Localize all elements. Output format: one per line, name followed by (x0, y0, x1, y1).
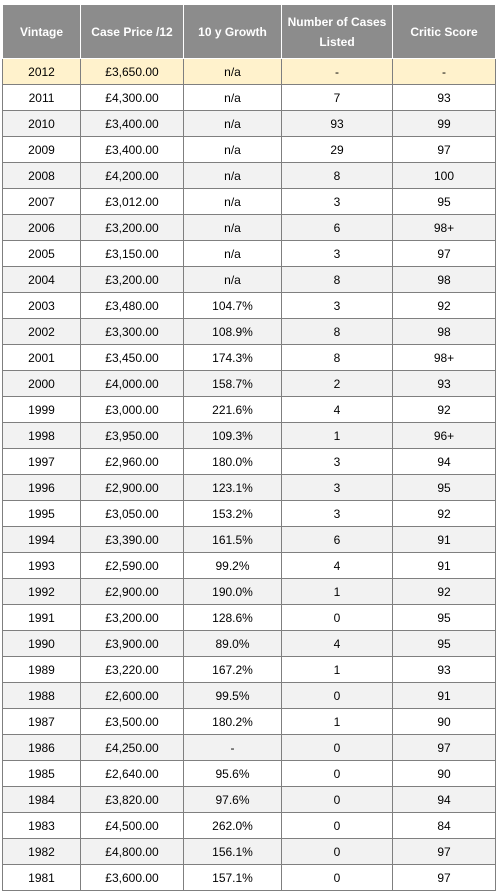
cell-cases-listed: 4 (282, 553, 393, 579)
cell-case-price: £3,200.00 (81, 215, 184, 241)
cell-critic-score: 94 (393, 787, 496, 813)
cell-case-price: £3,500.00 (81, 709, 184, 735)
cell-growth: 190.0% (184, 579, 282, 605)
cell-critic-score: 93 (393, 371, 496, 397)
cell-cases-listed: 3 (282, 189, 393, 215)
cell-critic-score: 97 (393, 839, 496, 865)
cell-case-price: £2,640.00 (81, 761, 184, 787)
cell-cases-listed: 4 (282, 397, 393, 423)
cell-case-price: £3,950.00 (81, 423, 184, 449)
table-row (3, 527, 496, 553)
cell-vintage: 2008 (3, 163, 81, 189)
cell-cases-listed: 1 (282, 657, 393, 683)
cell-critic-score: 95 (393, 605, 496, 631)
table-row (3, 111, 496, 137)
table-row (3, 631, 496, 657)
cell-critic-score: 95 (393, 189, 496, 215)
table-row (3, 215, 496, 241)
table-row (3, 397, 496, 423)
cell-vintage: 2009 (3, 137, 81, 163)
cell-vintage: 1982 (3, 839, 81, 865)
cell-cases-listed: 3 (282, 241, 393, 267)
table-row (3, 605, 496, 631)
cell-case-price: £3,300.00 (81, 319, 184, 345)
header-critic-score: Critic Score (393, 5, 496, 59)
cell-case-price: £4,500.00 (81, 813, 184, 839)
table-row (3, 709, 496, 735)
cell-critic-score: 92 (393, 397, 496, 423)
cell-case-price: £3,480.00 (81, 293, 184, 319)
cell-growth: n/a (184, 215, 282, 241)
table-row (3, 423, 496, 449)
cell-vintage: 1984 (3, 787, 81, 813)
cell-cases-listed: 8 (282, 267, 393, 293)
cell-growth: 156.1% (184, 839, 282, 865)
cell-cases-listed: 0 (282, 683, 393, 709)
cell-critic-score: 97 (393, 241, 496, 267)
table-row (3, 813, 496, 839)
cell-cases-listed: 6 (282, 527, 393, 553)
cell-cases-listed: 6 (282, 215, 393, 241)
cell-critic-score: 90 (393, 761, 496, 787)
cell-case-price: £4,250.00 (81, 735, 184, 761)
cell-growth: 89.0% (184, 631, 282, 657)
cell-growth: 153.2% (184, 501, 282, 527)
table-row (3, 163, 496, 189)
cell-case-price: £3,050.00 (81, 501, 184, 527)
cell-critic-score: 92 (393, 579, 496, 605)
table-row (3, 865, 496, 891)
cell-growth: 123.1% (184, 475, 282, 501)
cell-critic-score: 100 (393, 163, 496, 189)
table-row (3, 137, 496, 163)
cell-cases-listed: 3 (282, 501, 393, 527)
cell-growth: n/a (184, 137, 282, 163)
cell-cases-listed: 1 (282, 423, 393, 449)
cell-growth: 161.5% (184, 527, 282, 553)
cell-vintage: 1996 (3, 475, 81, 501)
cell-case-price: £4,800.00 (81, 839, 184, 865)
cell-cases-listed: 1 (282, 579, 393, 605)
cell-vintage: 2010 (3, 111, 81, 137)
cell-case-price: £3,450.00 (81, 345, 184, 371)
cell-case-price: £2,900.00 (81, 475, 184, 501)
cell-growth: 167.2% (184, 657, 282, 683)
cell-cases-listed: 8 (282, 345, 393, 371)
cell-cases-listed: 3 (282, 475, 393, 501)
cell-critic-score: 92 (393, 293, 496, 319)
cell-cases-listed: 3 (282, 293, 393, 319)
cell-vintage: 1981 (3, 865, 81, 891)
cell-vintage: 1992 (3, 579, 81, 605)
table-row (3, 657, 496, 683)
cell-cases-listed: 0 (282, 735, 393, 761)
cell-cases-listed: - (282, 59, 393, 85)
table-row (3, 189, 496, 215)
cell-growth: 180.0% (184, 449, 282, 475)
cell-growth: n/a (184, 189, 282, 215)
cell-growth: n/a (184, 241, 282, 267)
cell-critic-score: 93 (393, 657, 496, 683)
cell-case-price: £4,200.00 (81, 163, 184, 189)
cell-vintage: 1991 (3, 605, 81, 631)
table-row (3, 241, 496, 267)
cell-vintage: 1987 (3, 709, 81, 735)
cell-case-price: £3,390.00 (81, 527, 184, 553)
cell-vintage: 2002 (3, 319, 81, 345)
cell-growth: 108.9% (184, 319, 282, 345)
cell-cases-listed: 8 (282, 319, 393, 345)
cell-case-price: £3,150.00 (81, 241, 184, 267)
cell-growth: 221.6% (184, 397, 282, 423)
cell-growth: n/a (184, 85, 282, 111)
cell-cases-listed: 8 (282, 163, 393, 189)
header-growth: 10 y Growth (184, 5, 282, 59)
cell-growth: n/a (184, 111, 282, 137)
cell-cases-listed: 29 (282, 137, 393, 163)
cell-case-price: £2,600.00 (81, 683, 184, 709)
cell-critic-score: 97 (393, 137, 496, 163)
cell-case-price: £4,300.00 (81, 85, 184, 111)
cell-vintage: 1989 (3, 657, 81, 683)
cell-vintage: 2006 (3, 215, 81, 241)
cell-critic-score: - (393, 59, 496, 85)
cell-critic-score: 98 (393, 267, 496, 293)
cell-critic-score: 93 (393, 85, 496, 111)
cell-vintage: 1998 (3, 423, 81, 449)
cell-growth: 109.3% (184, 423, 282, 449)
cell-case-price: £3,650.00 (81, 59, 184, 85)
cell-vintage: 2012 (3, 59, 81, 85)
cell-vintage: 2007 (3, 189, 81, 215)
table-row (3, 449, 496, 475)
cell-growth: - (184, 735, 282, 761)
cell-vintage: 1986 (3, 735, 81, 761)
cell-vintage: 2005 (3, 241, 81, 267)
header-case-price: Case Price /12 (81, 5, 184, 59)
cell-growth: 104.7% (184, 293, 282, 319)
cell-critic-score: 91 (393, 553, 496, 579)
header-cases-listed: Number of Cases Listed (282, 5, 393, 59)
cell-cases-listed: 0 (282, 605, 393, 631)
cell-vintage: 2003 (3, 293, 81, 319)
cell-cases-listed: 1 (282, 709, 393, 735)
cell-critic-score: 90 (393, 709, 496, 735)
cell-case-price: £3,600.00 (81, 865, 184, 891)
cell-growth: 180.2% (184, 709, 282, 735)
cell-vintage: 2001 (3, 345, 81, 371)
cell-case-price: £3,200.00 (81, 267, 184, 293)
cell-vintage: 1999 (3, 397, 81, 423)
cell-critic-score: 98+ (393, 215, 496, 241)
cell-cases-listed: 3 (282, 449, 393, 475)
table-row (3, 501, 496, 527)
cell-cases-listed: 0 (282, 813, 393, 839)
cell-growth: n/a (184, 267, 282, 293)
cell-vintage: 2011 (3, 85, 81, 111)
table-row (3, 371, 496, 397)
cell-case-price: £3,000.00 (81, 397, 184, 423)
cell-case-price: £3,820.00 (81, 787, 184, 813)
cell-cases-listed: 7 (282, 85, 393, 111)
cell-cases-listed: 2 (282, 371, 393, 397)
cell-growth: 174.3% (184, 345, 282, 371)
cell-critic-score: 97 (393, 735, 496, 761)
table-row (3, 787, 496, 813)
cell-cases-listed: 0 (282, 787, 393, 813)
cell-critic-score: 95 (393, 631, 496, 657)
cell-case-price: £3,400.00 (81, 137, 184, 163)
cell-critic-score: 98+ (393, 345, 496, 371)
cell-vintage: 2004 (3, 267, 81, 293)
header-row (3, 5, 496, 59)
cell-growth: n/a (184, 59, 282, 85)
cell-case-price: £3,900.00 (81, 631, 184, 657)
table-row-highlighted (3, 59, 496, 85)
cell-case-price: £4,000.00 (81, 371, 184, 397)
cell-growth: 99.2% (184, 553, 282, 579)
cell-vintage: 1983 (3, 813, 81, 839)
cell-vintage: 2000 (3, 371, 81, 397)
cell-case-price: £3,012.00 (81, 189, 184, 215)
cell-case-price: £3,220.00 (81, 657, 184, 683)
cell-vintage: 1988 (3, 683, 81, 709)
table-row (3, 319, 496, 345)
cell-critic-score: 99 (393, 111, 496, 137)
cell-case-price: £2,590.00 (81, 553, 184, 579)
cell-critic-score: 94 (393, 449, 496, 475)
cell-growth: 158.7% (184, 371, 282, 397)
cell-critic-score: 98 (393, 319, 496, 345)
cell-critic-score: 92 (393, 501, 496, 527)
cell-case-price: £2,960.00 (81, 449, 184, 475)
cell-vintage: 1985 (3, 761, 81, 787)
cell-vintage: 1994 (3, 527, 81, 553)
table-row (3, 683, 496, 709)
vintage-price-table (2, 4, 496, 891)
cell-case-price: £3,400.00 (81, 111, 184, 137)
cell-case-price: £3,200.00 (81, 605, 184, 631)
table-row (3, 553, 496, 579)
cell-vintage: 1997 (3, 449, 81, 475)
header-vintage: Vintage (3, 5, 81, 59)
cell-critic-score: 84 (393, 813, 496, 839)
cell-case-price: £2,900.00 (81, 579, 184, 605)
cell-growth: 95.6% (184, 761, 282, 787)
cell-cases-listed: 0 (282, 839, 393, 865)
table-row (3, 735, 496, 761)
table-row (3, 761, 496, 787)
cell-growth: 99.5% (184, 683, 282, 709)
cell-cases-listed: 93 (282, 111, 393, 137)
cell-critic-score: 91 (393, 683, 496, 709)
table-row (3, 267, 496, 293)
table-row (3, 579, 496, 605)
cell-critic-score: 96+ (393, 423, 496, 449)
cell-vintage: 1993 (3, 553, 81, 579)
table-row (3, 475, 496, 501)
cell-cases-listed: 0 (282, 865, 393, 891)
table-row (3, 839, 496, 865)
table-row (3, 85, 496, 111)
cell-critic-score: 95 (393, 475, 496, 501)
cell-vintage: 1995 (3, 501, 81, 527)
cell-growth: 262.0% (184, 813, 282, 839)
cell-growth: n/a (184, 163, 282, 189)
table-row (3, 293, 496, 319)
cell-growth: 128.6% (184, 605, 282, 631)
cell-growth: 157.1% (184, 865, 282, 891)
cell-critic-score: 97 (393, 865, 496, 891)
table-row (3, 345, 496, 371)
cell-cases-listed: 4 (282, 631, 393, 657)
cell-cases-listed: 0 (282, 761, 393, 787)
cell-vintage: 1990 (3, 631, 81, 657)
cell-critic-score: 91 (393, 527, 496, 553)
cell-growth: 97.6% (184, 787, 282, 813)
